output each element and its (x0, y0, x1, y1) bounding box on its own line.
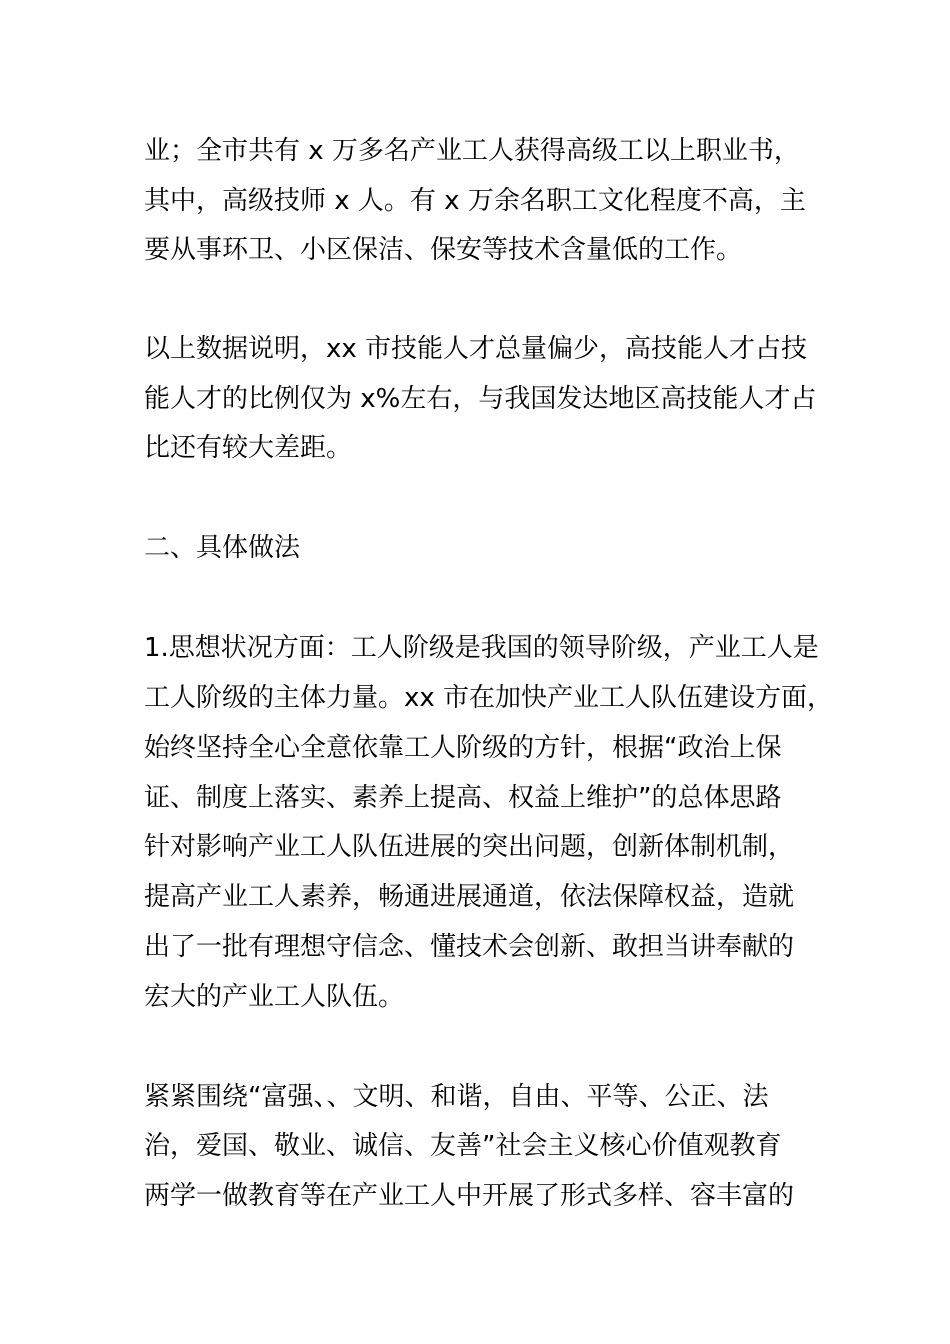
text-line: 出了一批有理想守信念、懂技术会创新、敢担当讲奉献的 (144, 932, 795, 962)
text-line: 提高产业工人素养，畅通进展通道，依法保障权益，造就 (144, 882, 795, 912)
text-line: 比还有较大差距。 (144, 433, 353, 463)
text-line: 工人阶级的主体力量。xx 市在加快产业工人队伍建设方面， (144, 683, 834, 713)
text-line: 始终坚持全心全意依靠工人阶级的方针，根据“政治上保 (144, 733, 782, 763)
text-line: 治，爱国、敬业、诚信、友善”社会主义核心价值观教育 (144, 1131, 782, 1161)
text-line: 紧紧围绕“富强、、文明、和谐，自由、平等、公正、法 (144, 1082, 769, 1112)
text-line: 1.思想状况方面：工人阶级是我国的领导阶级，产业工人是 (144, 633, 819, 663)
text-line: 能人才的比例仅为 x%左右，与我国发达地区高技能人才占 (144, 384, 817, 414)
heading-text: 二、具体做法 (144, 533, 301, 563)
text-line: 宏大的产业工人队伍。 (144, 982, 405, 1012)
text-line: 业；全市共有 x 万多名产业工人获得高级工以上职业书， (144, 136, 800, 166)
text-line: 两学一做教育等在产业工人中开展了形式多样、容丰富的 (144, 1181, 795, 1211)
text-line: 要从事环卫、小区保洁、保安等技术含量低的工作。 (144, 235, 743, 265)
text-line: 证、制度上落实、素养上提高、权益上维护”的总体思路 (144, 783, 782, 813)
text-line: 其中，高级技师 x 人。有 x 万余名职工文化程度不高，主 (144, 186, 806, 216)
text-line: 以上数据说明，xx 市技能人才总量偏少，高技能人才占技 (144, 334, 808, 364)
text-line: 针对影响产业工人队伍进展的突出问题，创新体制机制， (144, 832, 795, 862)
